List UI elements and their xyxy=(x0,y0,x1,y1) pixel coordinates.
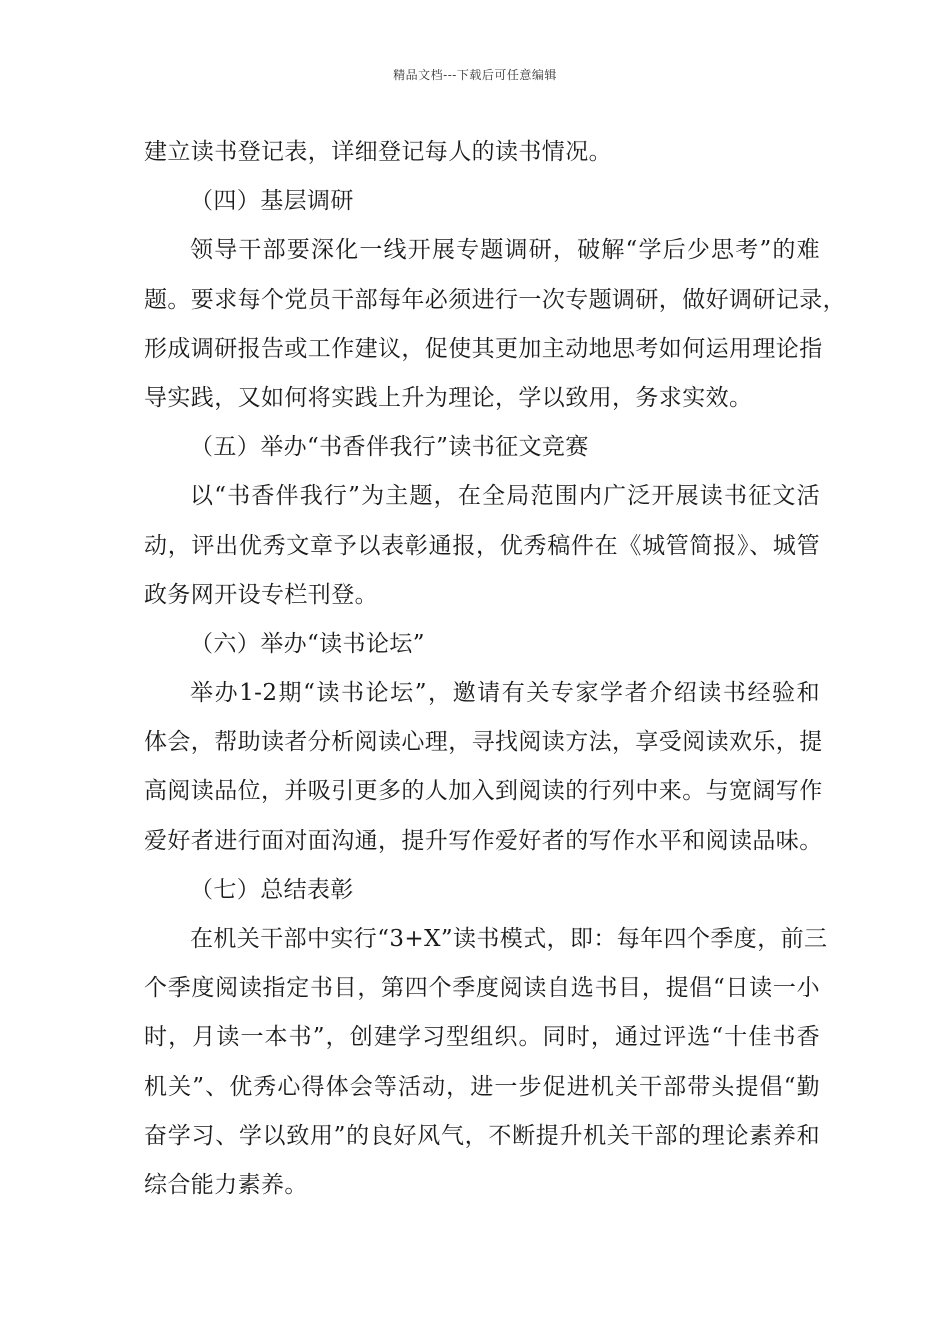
paragraph-line: 奋学习、学以致用”的良好风气，不断提升机关干部的理论素养和 xyxy=(144,1122,820,1149)
paragraph-line: 高阅读品位，并吸引更多的人加入到阅读的行列中来。与宽阔写作 xyxy=(144,778,823,805)
paragraph-line: 动，评出优秀文章予以表彰通报，优秀稿件在《城管简报》、城管 xyxy=(144,532,820,559)
section-heading-6: （六）举办“读书论坛” xyxy=(190,630,425,657)
paragraph-line: 体会，帮助读者分析阅读心理，寻找阅读方法，享受阅读欢乐，提 xyxy=(144,729,823,756)
paragraph-line: 机关”、优秀心得体会等活动，进一步促进机关干部带头提倡“勤 xyxy=(144,1073,820,1100)
paragraph-line: 以“书香伴我行”为主题，在全局范围内广泛开展读书征文活 xyxy=(190,483,820,510)
section-heading-4: （四）基层调研 xyxy=(190,188,354,215)
document-body xyxy=(144,128,846,1210)
paragraph-line: 在机关干部中实行“3+X”读书模式，即：每年四个季度，前三 xyxy=(190,926,828,952)
paragraph-line: 举办1-2期“读书论坛”，邀请有关专家学者介绍读书经验和 xyxy=(190,680,820,707)
paragraph-line: 综合能力素养。 xyxy=(144,1171,308,1198)
paragraph-line: 个季度阅读指定书目，第四个季度阅读自选书目，提倡“日读一小 xyxy=(144,975,820,1002)
paragraph-line: 爱好者进行面对面沟通，提升写作爱好者的写作水平和阅读品味。 xyxy=(144,827,823,854)
paragraph-line: 题。要求每个党员干部每年必须进行一次专题调研，做好调研记录， xyxy=(144,286,846,313)
paragraph-line: 政务网开设专栏刊登。 xyxy=(144,581,378,608)
paragraph-line: 领导干部要深化一线开展专题调研，破解“学后少思考”的难 xyxy=(190,237,820,264)
paragraph-line: 形成调研报告或工作建议，促使其更加主动地思考如何运用理论指 xyxy=(144,335,823,362)
section-heading-5: （五）举办“书香伴我行”读书征文竞赛 xyxy=(190,434,589,461)
page-header: 精品文档---下载后可任意编辑 xyxy=(393,68,557,82)
section-heading-7: （七）总结表彰 xyxy=(190,876,354,903)
paragraph-line: 时，月读一本书”，创建学习型组织。同时，通过评选“十佳书香 xyxy=(144,1024,820,1051)
paragraph-line: 建立读书登记表，详细登记每人的读书情况。 xyxy=(144,139,612,165)
paragraph-line: 导实践，又如何将实践上升为理论，学以致用，务求实效。 xyxy=(144,384,753,411)
